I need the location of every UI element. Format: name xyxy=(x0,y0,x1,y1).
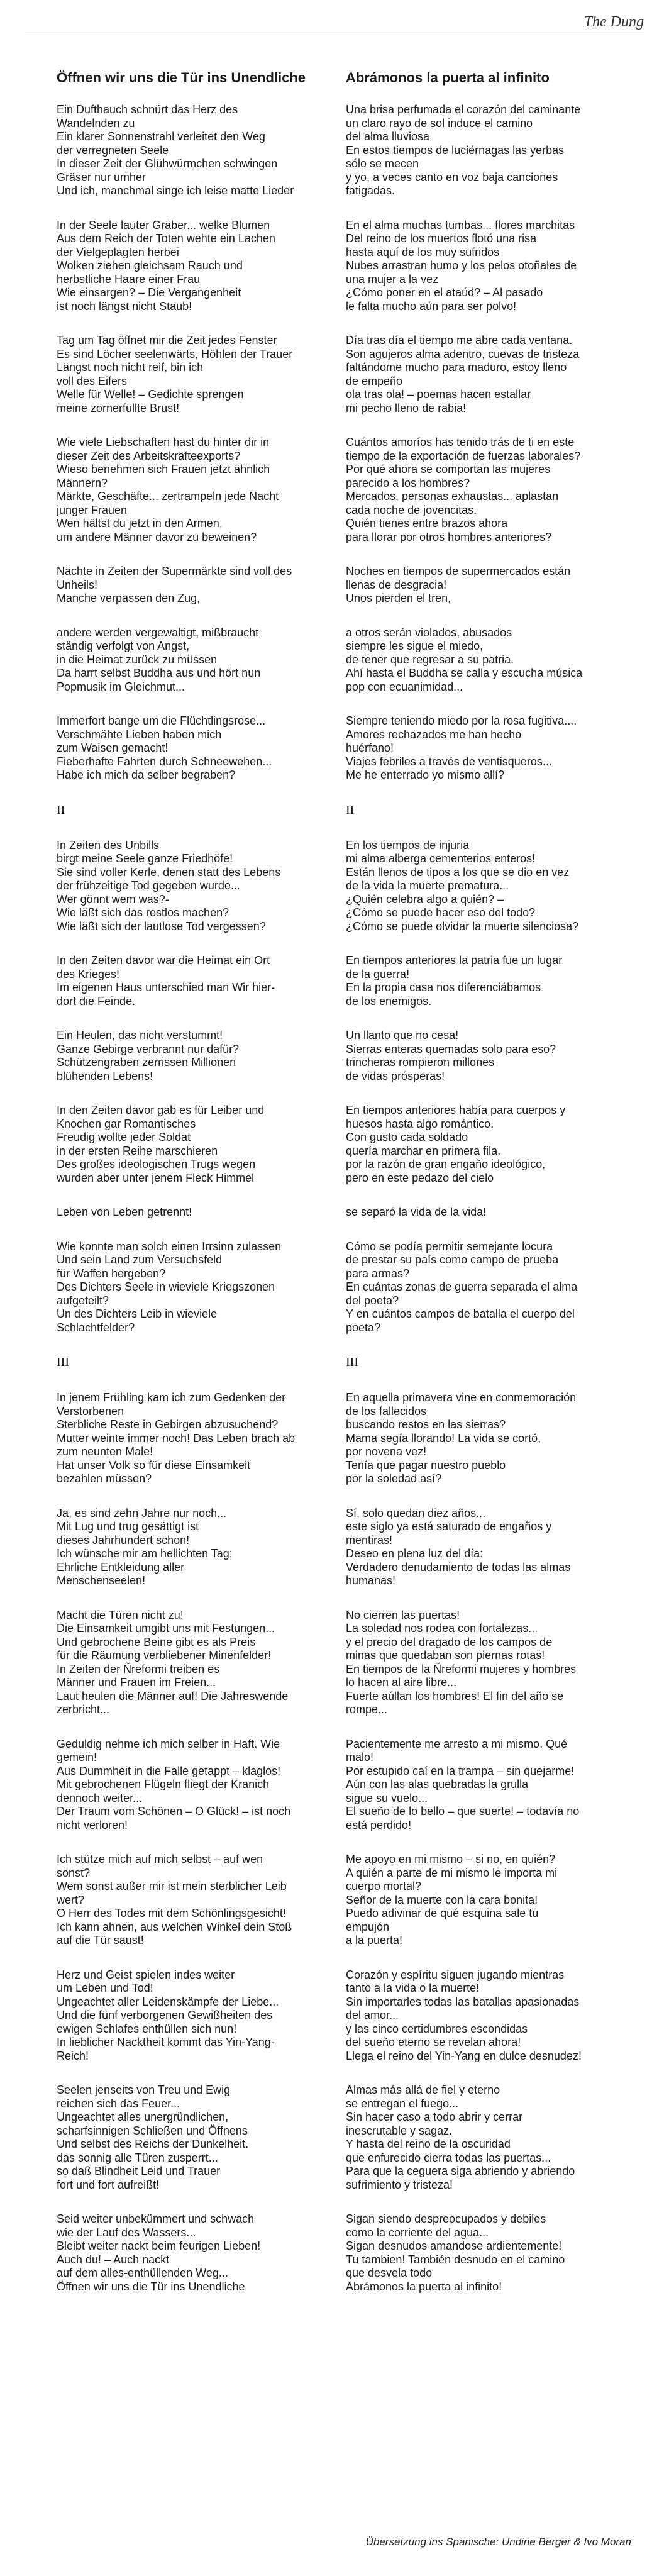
spanish-stanza: a otros serán violados, abusados siempre les sigue el miedo, de tener que regresar a su patria. Ahí hasta el Buddha se calla y escucha música pop con ecuanimidad... xyxy=(346,626,583,693)
german-stanza: In den Zeiten davor gab es für Leiber und Knochen gar Romantisches Freudig wollte jeder Soldat in der ersten Reihe marschieren Des großes ideologischen Trugs wegen wurden aber unter jenem Fleck Himmel xyxy=(57,1104,265,1184)
german-stanza: Seid weiter unbekümmert und schwach wie der Lauf des Wassers... Bleibt weiter nackt beim feurigen Lieben! Auch du! – Auch nackt auf dem alles-enthüllenden Weg... Öffnen wir uns die Tür ins Unendliche xyxy=(57,2212,261,2293)
german-stanza: Ein Dufthauch schnürt das Herz des Wandelnden zu Ein klarer Sonnenstrahl verleitet den Weg der verregneten Seele In dieser Zeit der Glühwürmchen schwingen Gräser nur umher Und ich, manchmal singe ich leise matte Lieder xyxy=(57,103,294,197)
spanish-poem-column xyxy=(346,69,622,2314)
german-stanza: andere werden vergewaltigt, mißbraucht ständig verfolgt von Angst, in die Heimat zurück zu müssen Da harrt selbst Buddha aus und hört nun Popmusik im Gleichmut... xyxy=(57,626,261,693)
magazine-name: The Dung xyxy=(583,14,644,30)
spanish-section-numeral: II xyxy=(346,802,355,817)
spanish-stanza: Noches en tiempos de supermercados están llenas de desgracia! Unos pierden el tren, xyxy=(346,565,571,604)
german-stanza: In Zeiten des Unbills birgt meine Seele ganze Friedhöfe! Sie sind voller Kerle, denen statt des Lebens der frühzeitige Tod gegeben wurde... Wer gönnt wem was?- Wie läßt sich das restlos machen? Wie läßt sich der lautlose Tod vergessen? xyxy=(57,838,281,933)
german-poem-title: Öffnen wir uns die Tür ins Unendliche xyxy=(57,70,306,86)
spanish-stanza: se separó la vida de la vida! xyxy=(346,1206,487,1218)
german-stanza: Macht die Türen nicht zu! Die Einsamkeit umgibt uns mit Festungen... Und gebrochene Beine gibt es als Preis für die Räumung verbliebener Minenfelder! In Zeiten der Ñreformi treiben es Männer und Frauen im Freien... Laut heulen die Männer auf! Die Jahreswende zerbricht... xyxy=(57,1608,289,1716)
german-stanza: Tag um Tag öffnet mir die Zeit jedes Fenster Es sind Löcher seelenwärts, Höhlen der Trauer Längst noch nicht reif, bin ich voll des Eifers Welle für Welle! – Gedichte sprengen meine zornerfüllte Brust! xyxy=(57,334,293,414)
german-stanza: Wie konnte man solch einen Irrsinn zulassen Und sein Land zum Versuchsfeld für Waffen hergeben? Des Dichters Seele in wieviele Kriegszonen aufgeteilt? Un des Dichters Leib in wieviele Schlachtfelder? xyxy=(57,1240,282,1334)
spanish-stanza: Una brisa perfumada el corazón del caminante un claro rayo de sol induce el camino del alma lluviosa En estos tiempos de luciérnagas las yerbas sólo se mecen y yo, a veces canto en voz baja canciones fatigadas. xyxy=(346,103,581,197)
spanish-stanza: Cuántos amoríos has tenido trás de ti en este tiempo de la exportación de fuerzas laborales? Por qué ahora se comportan las mujeres parecido a los hombres? Mercados, personas exhaustas... aplastan cada noche de jovencitas. Quién tienes entre brazos ahora para llorar por otros hombres anteriores? xyxy=(346,436,581,543)
german-stanza: Ich stütze mich auf mich selbst – auf wen sonst? Wem sonst außer mir ist mein sterblicher Leib wert? O Herr des Todes mit dem Schönlingsgesicht! Ich kann ahnen, aus welchen Winkel dein Stoß auf die Tür saust! xyxy=(57,1853,292,1946)
german-stanza: In den Zeiten davor war die Heimat ein Ort des Krieges! Im eigenen Haus unterschied man Wir hier- dort die Feinde. xyxy=(57,954,275,1008)
spanish-stanza: En tiempos anteriores la patria fue un lugar de la guerra! En la propia casa nos diferenciábamos de los enemigos. xyxy=(346,954,563,1008)
spanish-stanza: No cierren las puertas! La soledad nos rodea con fortalezas... y el precio del dragado de los campos de minas que quedaban son piernas rotas! En tiempos de la Ñreformi mujeres y hombres lo hacen al aire libre... Fuerte aúllan los hombres! El fin del año se rompe... xyxy=(346,1608,577,1716)
german-stanza: Ein Heulen, das nicht verstummt! Ganze Gebirge verbrannt nur dafür? Schützengraben zerrissen Millionen blühenden Lebens! xyxy=(57,1029,240,1082)
spanish-stanza: Almas más allá de fiel y eterno se entregan el fuego... Sin hacer caso a todo abrir y cerrar inescrutable y sagaz. Y hasta del reino de la oscuridad que enfurecido cierra todas las puertas... Para que la ceguera siga abriendo y abriendo sufrimiento y tristeza! xyxy=(346,2084,575,2191)
spanish-stanza: Siempre teniendo miedo por la rosa fugitiva.... Amores rechazados me han hecho huérfano! Viajes febriles a través de ventisqueros... Me he enterrado yo mismo allí? xyxy=(346,714,577,781)
german-stanza: In jenem Frühling kam ich zum Gedenken der Verstorbenen Sterbliche Reste in Gebirgen abzusuchend? Mutter weinte immer noch! Das Leben brach ab zum neunten Male! Hat unser Volk so für diese Einsamkeit bezahlen müssen? xyxy=(57,1391,296,1485)
german-stanza: Ja, es sind zehn Jahre nur noch... Mit Lug und trug gesättigt ist dieses Jahrhundert schon! Ich wünsche mir am hellichten Tag: Ehrliche Entkleidung aller Menschenseelen! xyxy=(57,1506,233,1587)
spanish-stanza: Sí, solo quedan diez años... este siglo ya está saturado de engaños y mentiras! Deseo en plena luz del día: Verdadero denudamiento de todas las almas humanas! xyxy=(346,1506,571,1587)
spanish-stanza: Día tras día el tiempo me abre cada ventana. Son agujeros alma adentro, cuevas de tristeza faltándome mucho para maduro, estoy lleno de empeño ola tras ola! – poemas hacen estallar mi pecho lleno de rabia! xyxy=(346,334,580,414)
spanish-stanza: Corazón y espíritu siguen jugando mientras tanto a la vida o la muerte! Sin importarles todas las batallas apasionadas del amor... y las cinco certidumbres escondidas del sueño eterno se revelan ahora! Llega el reino del Yin-Yang en dulce desnudez! xyxy=(346,1968,582,2062)
german-stanza: Immerfort bange um die Flüchtlingsrose... Verschmähte Lieben haben mich zum Waisen gemacht! Fieberhafte Fahrten durch Schneewehen... Habe ich mich da selber begraben? xyxy=(57,714,272,781)
page-header xyxy=(0,0,669,38)
spanish-section-numeral: III xyxy=(346,1355,358,1369)
german-stanza: Herz und Geist spielen indes weiter um Leben und Tod! Ungeachtet aller Leidenskämpfe der Liebe... Und die fünf verborgenen Gewißheiten des ewigen Schlafes enthüllen sich nun! In lieblicher Nacktheit kommt das Yin-Yang- Reich! xyxy=(57,1968,279,2062)
spanish-poem-title: Abrámonos la puerta al infinito xyxy=(346,70,550,86)
german-stanza: Leben von Leben getrennt! xyxy=(57,1206,192,1218)
german-stanza: Nächte in Zeiten der Supermärkte sind voll des Unheils! Manche verpassen den Zug, xyxy=(57,565,292,604)
german-section-numeral: II xyxy=(57,802,65,817)
german-stanza: Wie viele Liebschaften hast du hinter dir in dieser Zeit des Arbeitskräfteexports? Wieso benehmen sich Frauen jetzt ähnlich Männern? Märkte, Geschäfte... zertrampeln jede Nacht junger Frauen Wen hältst du jetzt in den Armen, um andere Männer davor zu beweinen? xyxy=(57,436,279,543)
german-stanza: Geduldig nehme ich mich selber in Haft. Wie gemein! Aus Dummheit in die Falle getappt – klaglos! Mit gebrochenen Flügeln fliegt der Kranich dennoch weiter... Der Traum vom Schönen – O Glück! – ist noch nicht verloren! xyxy=(57,1737,291,1831)
german-section-numeral: III xyxy=(57,1355,69,1369)
spanish-stanza: En los tiempos de injuria mi alma alberga cementerios enteros! Están llenos de tipos a los que se dio en vez de la vida la muerte prematura... ¿Quién celebra algo a quién? – ¿Cómo se puede hacer eso del todo? ¿Cómo se puede olvidar la muerte silenciosa? xyxy=(346,838,579,933)
spanish-stanza: Cómo se podía permitir semejante locura de prestar su país como campo de prueba para armas? En cuántas zonas de guerra separada el alma del poeta? Y en cuántos campos de batalla el cuerpo del poeta? xyxy=(346,1240,578,1334)
german-poem-column xyxy=(57,69,333,2314)
spanish-stanza: En el alma muchas tumbas... flores marchitas Del reino de los muertos flotó una risa hasta aquí de los muy sufridos Nubes arrastran humo y los pelos otoñales de una mujer a la vez ¿Cómo poner en el ataúd? – Al pasado le falta mucho aún para ser polvo! xyxy=(346,218,577,313)
german-stanza: In der Seele lauter Gräber... welke Blumen Aus dem Reich der Toten wehte ein Lachen der Vielgeplagten herbei Wolken ziehen gleichsam Rauch und herbstliche Haare einer Frau Wie einsargen? – Die Vergangenheit ist noch längst nicht Staub! xyxy=(57,218,275,313)
german-stanza: Seelen jenseits von Treu und Ewig reichen sich das Feuer... Ungeachtet alles unergründlichen, scharfsinnigen Schließen und Öffnens Und selbst des Reichs der Dunkelheit. das sonnig alle Türen zusperrt... so daß Blindheit Leid und Trauer fort und fort aufreißt! xyxy=(57,2084,249,2191)
spanish-stanza: Sigan siendo despreocupados y debiles como la corriente del agua... Sigan desnudos amandose ardientemente! Tu tambien! También desnudo en el camino que desvela todo Abrámonos la puerta al infinito! xyxy=(346,2212,565,2293)
spanish-stanza: En tiempos anteriores había para cuerpos y huesos hasta algo romántico. Con gusto cada soldado quería marchar en primera fila. por la razón de gran engaño ideológico, pero en este pedazo del cielo xyxy=(346,1104,566,1184)
spanish-stanza: Pacientemente me arresto a mi mismo. Qué malo! Por estupido caí en la trampa – sin quejarme! Aún con las alas quebradas la grulla sigue su vuelo... El sueño de lo bello – que suerte! – todavía no está perdido! xyxy=(346,1737,580,1831)
spanish-stanza: Me apoyo en mi mismo – si no, en quién? A quién a parte de mi mismo le importa mi cuerpo mortal? Señor de la muerte con la cara bonita! Puedo adivinar de qué esquina sale tu empujón a la puerta! xyxy=(346,1853,558,1946)
translation-credit: Übersetzung ins Spanische: Undine Berger & Ivo Moran xyxy=(365,2536,631,2548)
spanish-stanza: En aquella primavera vine en conmemoración de los fallecidos buscando restos en las sierras? Mama segía llorando! La vida se cortó, por novena vez! Tenía que pagar nuestro pueblo por la soledad así? xyxy=(346,1391,577,1485)
spanish-stanza: Un llanto que no cesa! Sierras enteras quemadas solo para eso? trincheras rompieron millones de vidas prósperas! xyxy=(346,1029,556,1082)
